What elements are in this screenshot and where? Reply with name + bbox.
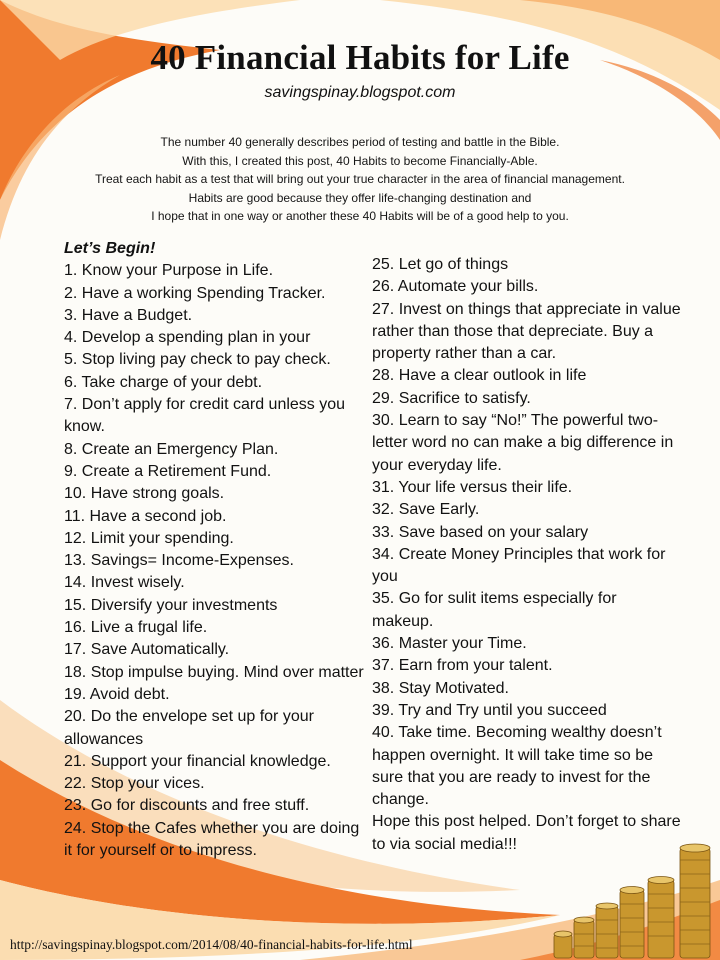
- list-item: 39. Try and Try until you succeed: [372, 701, 607, 719]
- list-item: 5. Stop living pay check to pay check.: [64, 351, 331, 369]
- list-item: 40. Take time. Becoming wealthy doesn’t happen overnight. It will take time so be sure that you are ready to invest for the change.: [372, 724, 662, 809]
- list-item: 8. Create an Emergency Plan.: [64, 440, 279, 458]
- list-item: 19. Avoid debt.: [64, 685, 170, 703]
- list-item: 10. Have strong goals.: [64, 485, 225, 503]
- list-item: 18. Stop impulse buying. Mind over matter: [64, 663, 364, 681]
- list-item: 38. Stay Motivated.: [372, 679, 509, 697]
- list-item: 12. Limit your spending.: [64, 529, 234, 547]
- list-item: 21. Support your financial knowledge.: [64, 752, 331, 770]
- closing-note: Hope this post helped. Don’t forget to share to via social media!!!: [372, 813, 681, 853]
- list-item: 36. Master your Time.: [372, 635, 527, 653]
- list-item: 13. Savings= Income-Expenses.: [64, 552, 294, 570]
- coin-stacks-illustration: [540, 840, 720, 960]
- list-heading: Let’s Begin!: [64, 240, 156, 257]
- list-item: 20. Do the envelope set up for your allowances: [64, 708, 314, 748]
- page-title: 40 Financial Habits for Life: [150, 38, 570, 77]
- list-item: 34. Create Money Principles that work for you: [372, 545, 666, 586]
- list-item: 37. Earn from your talent.: [372, 657, 553, 675]
- list-item: 15. Diversify your investments: [64, 596, 278, 614]
- list-item: 25. Let go of things: [372, 256, 509, 273]
- intro-line: Treat each habit as a test that will bring out your true character in the area of financial management.: [95, 172, 625, 187]
- list-item: 26. Automate your bills.: [372, 278, 539, 296]
- list-item: 28. Have a clear outlook in life: [372, 367, 587, 385]
- list-item: 27. Invest on things that appreciate in value rather than those that depreciate. Buy a property rather than a car.: [372, 300, 681, 363]
- list-item: 14. Invest wisely.: [64, 574, 185, 592]
- list-item: 22. Stop your vices.: [64, 775, 205, 793]
- intro-line: Habits are good because they offer life-changing destination and: [188, 190, 532, 205]
- intro-line: With this, I created this post, 40 Habits to become Financially-Able.: [182, 153, 538, 168]
- intro-paragraph: [20, 133, 700, 226]
- list-item: 6. Take charge of your debt.: [64, 373, 263, 391]
- list-item: 9. Create a Retirement Fund.: [64, 462, 272, 480]
- footer-url: http://savingspinay.blogspot.com/2014/08/40-financial-habits-for-life.html: [10, 937, 413, 952]
- list-item: 30. Learn to say “No!” The powerful two-letter word no can make a big difference in your everyday life.: [372, 412, 674, 474]
- list-item: 4. Develop a spending plan in your: [64, 329, 311, 347]
- list-item: 23. Go for discounts and free stuff.: [64, 797, 310, 815]
- list-item: 16. Live a frugal life.: [64, 619, 208, 637]
- list-item: 17. Save Automatically.: [64, 641, 230, 659]
- list-item: 1. Know your Purpose in Life.: [64, 262, 274, 280]
- list-item: 31. Your life versus their life.: [372, 478, 573, 496]
- list-item: 11. Have a second job.: [64, 507, 227, 525]
- list-item: 35. Go for sulit items especially for makeup.: [372, 590, 617, 630]
- list-item: 24. Stop the Cafes whether you are doing it for yourself or to impress.: [64, 819, 360, 860]
- list-item: 7. Don’t apply for credit card unless you know.: [64, 396, 346, 436]
- habits-list-right: [372, 254, 682, 856]
- list-item: 29. Sacrifice to satisfy.: [372, 389, 531, 407]
- habits-list-left: [64, 238, 369, 862]
- intro-line: I hope that in one way or another these 40 Habits will be of a good help to you.: [151, 209, 569, 224]
- list-item: 33. Save based on your salary: [372, 523, 589, 541]
- blog-subtitle: savingspinay.blogspot.com: [264, 84, 456, 101]
- list-item: 3. Have a Budget.: [64, 306, 193, 324]
- intro-line: The number 40 generally describes period of testing and battle in the Bible.: [160, 135, 560, 149]
- list-item: 32. Save Early.: [372, 501, 480, 519]
- list-item: 2. Have a working Spending Tracker.: [64, 284, 326, 302]
